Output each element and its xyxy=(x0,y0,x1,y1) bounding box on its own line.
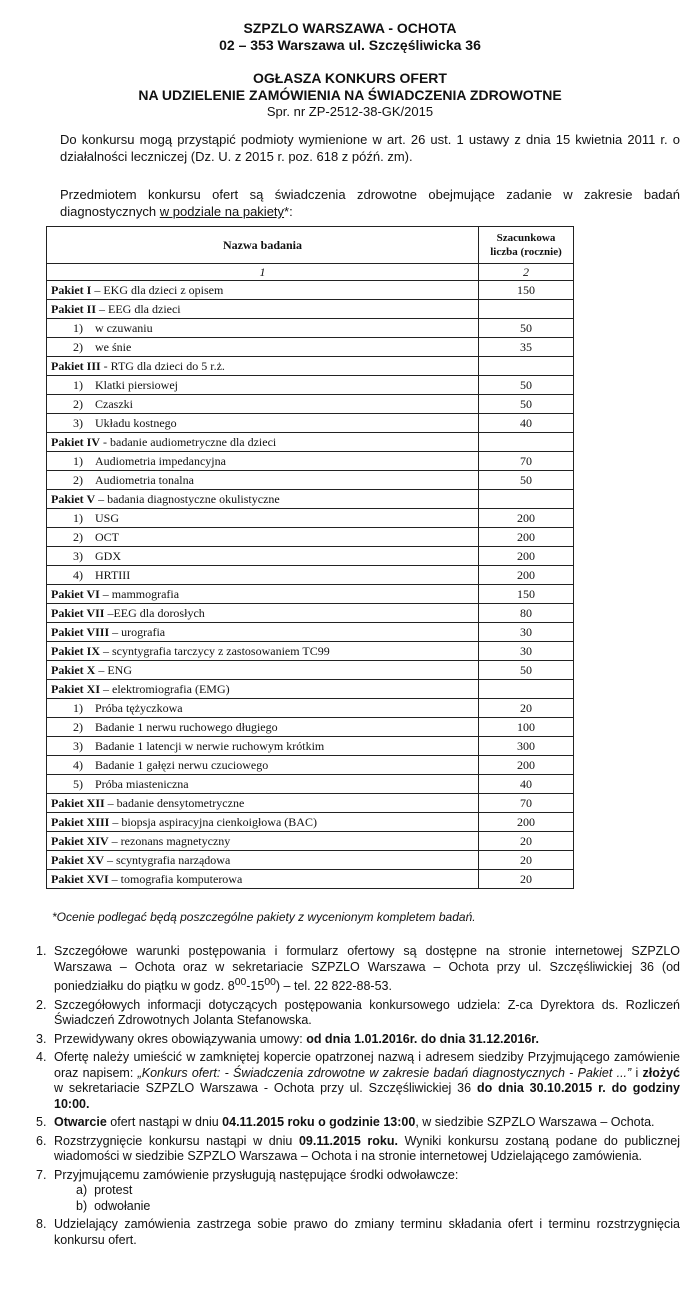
table-row xyxy=(47,642,574,661)
intro-2-text: Przedmiotem konkursu ofert są świadczenia zdrowotne obejmujące zadanie w zakresie badań diagnostycznych xyxy=(60,187,680,219)
exam-name-cell xyxy=(47,680,479,699)
exam-name-cell xyxy=(47,813,479,832)
list-item xyxy=(30,944,680,995)
sub-list-letter: b) xyxy=(76,1198,88,1213)
list-text: i xyxy=(631,1065,643,1080)
estimated-count-cell: 200 xyxy=(479,813,574,832)
package-label: Pakiet IX xyxy=(51,644,100,658)
table-row xyxy=(47,414,574,433)
exam-name: w czuwaniu xyxy=(95,321,153,335)
estimated-count-cell xyxy=(479,490,574,509)
exam-name-cell xyxy=(47,661,479,680)
exam-name-cell xyxy=(47,414,479,433)
exam-name: Audiometria tonalna xyxy=(95,473,194,487)
exam-name: – urografia xyxy=(109,625,166,639)
exam-name-cell xyxy=(47,528,479,547)
estimated-count-cell: 100 xyxy=(479,718,574,737)
list-text: Ofertę należy umieścić w zamkniętej kopercie opatrzonej nazwą i adresem siedziby Przyjmującego zamówienie oraz napisem: xyxy=(54,1050,680,1080)
table-row xyxy=(47,870,574,889)
exam-name: HRTIII xyxy=(95,568,131,582)
exam-name-cell xyxy=(47,547,479,566)
exam-name: we śnie xyxy=(95,340,132,354)
column-index-2: 2 xyxy=(479,264,574,281)
exam-name: – EEG dla dzieci xyxy=(96,302,181,316)
exam-name-cell xyxy=(47,585,479,604)
package-label: Pakiet IV xyxy=(51,435,100,449)
estimated-count-cell: 50 xyxy=(479,376,574,395)
exam-name-cell xyxy=(47,471,479,490)
estimated-count-cell: 200 xyxy=(479,509,574,528)
estimated-count-cell: 50 xyxy=(479,395,574,414)
estimated-count-cell xyxy=(479,680,574,699)
intro-2-asterisk: *: xyxy=(284,204,293,219)
table-row xyxy=(47,661,574,680)
list-text: Rozstrzygnięcie konkursu nastąpi w dniu xyxy=(54,1133,299,1148)
list-item xyxy=(30,1168,680,1215)
list-number: 3. xyxy=(36,1031,47,1046)
exam-name: Badanie 1 gałęzi nerwu czuciowego xyxy=(95,758,269,772)
estimated-count-cell: 70 xyxy=(479,452,574,471)
table-row xyxy=(47,376,574,395)
package-label: Pakiet X xyxy=(51,663,96,677)
estimated-count-cell xyxy=(479,300,574,319)
org-name: SZPZLO WARSZAWA - OCHOTA xyxy=(243,20,457,36)
table-row xyxy=(47,509,574,528)
exam-name: GDX xyxy=(95,549,121,563)
estimated-count-cell xyxy=(479,357,574,376)
list-item xyxy=(30,1032,680,1048)
list-text-bold: od dnia 1.01.2016r. do dnia 31.12.2016r. xyxy=(306,1031,539,1046)
estimated-count-cell: 70 xyxy=(479,794,574,813)
estimated-count-cell: 30 xyxy=(479,623,574,642)
list-text-bold: Otwarcie xyxy=(54,1115,107,1130)
sub-item-number: 4) xyxy=(73,758,83,772)
estimated-count-cell: 150 xyxy=(479,585,574,604)
estimated-count-cell: 50 xyxy=(479,661,574,680)
table-row xyxy=(47,395,574,414)
table-row xyxy=(47,585,574,604)
sub-list-item xyxy=(54,1183,680,1199)
intro-paragraph-1: Do konkursu mogą przystąpić podmioty wymienione w art. 26 ust. 1 ustawy z dnia 15 kwietnia 2011 r. o działalności leczniczej (Dz. U. z 2015 r. poz. 618 z późń. zm). xyxy=(60,132,680,164)
exam-name-cell xyxy=(47,433,479,452)
sub-item-number: 2) xyxy=(73,473,83,487)
superscript: 00 xyxy=(234,977,247,988)
column-header-name: Nazwa badania xyxy=(47,227,479,264)
list-text: Przewidywany okres obowiązywania umowy: xyxy=(54,1031,307,1046)
exam-name: Układu kostnego xyxy=(95,416,177,430)
list-text: -15 xyxy=(246,979,265,994)
estimated-count-cell: 20 xyxy=(479,699,574,718)
exam-name: Badanie 1 latencji w nerwie ruchowym krótkim xyxy=(95,739,325,753)
list-text-bold: złożyć xyxy=(642,1065,681,1080)
estimated-count-cell: 300 xyxy=(479,737,574,756)
sub-item-number: 1) xyxy=(73,321,83,335)
sub-item-number: 2) xyxy=(73,720,83,734)
package-label: Pakiet XI xyxy=(51,682,100,696)
list-item xyxy=(30,1050,680,1112)
estimated-count-cell: 20 xyxy=(479,870,574,889)
sub-item-number: 3) xyxy=(73,739,83,753)
estimated-count-cell: 150 xyxy=(479,281,574,300)
column-header-count: Szacunkowa liczba (rocznie) xyxy=(479,227,574,264)
sub-list-text: protest xyxy=(94,1183,133,1198)
exam-name-cell xyxy=(47,794,479,813)
list-number: 8. xyxy=(36,1217,47,1232)
exam-name-cell xyxy=(47,699,479,718)
exam-name-cell xyxy=(47,623,479,642)
exam-name: – badania diagnostyczne okulistyczne xyxy=(95,492,280,506)
exam-name: – ENG xyxy=(95,663,132,677)
exam-name-cell xyxy=(47,718,479,737)
table-row xyxy=(47,319,574,338)
footnote: *Ocenie podlegać będą poszczególne pakiety z wycenionym kompletem badań. xyxy=(52,910,476,924)
exam-name: Próba miasteniczna xyxy=(95,777,189,791)
exams-table xyxy=(46,226,574,889)
table-row xyxy=(47,566,574,585)
terms-list xyxy=(30,944,680,1251)
exam-name-cell xyxy=(47,395,479,414)
exam-name-cell xyxy=(47,338,479,357)
announcement-line-2: NA UDZIELENIE ZAMÓWIENIA NA ŚWIADCZENIA ZDROWOTNE xyxy=(138,87,562,103)
estimated-count-cell xyxy=(479,433,574,452)
table-row xyxy=(47,851,574,870)
exam-name-cell xyxy=(47,566,479,585)
header-block xyxy=(0,20,700,54)
table-body xyxy=(47,281,574,889)
exam-name: – scyntygrafia narządowa xyxy=(104,853,231,867)
list-text: Szczegółowych informacji dotyczących postępowania konkursowego udziela: Z-ca Dyrektora ds. Rozliczeń Świadczeń Zdrowotnych Jolanta Stefanowska. xyxy=(54,997,680,1028)
table-row xyxy=(47,699,574,718)
superscript: 00 xyxy=(264,977,276,988)
exam-name: Czaszki xyxy=(95,397,133,411)
announcement-title xyxy=(0,70,700,104)
package-label: Pakiet XIII xyxy=(51,815,110,829)
sub-item-number: 1) xyxy=(73,701,83,715)
intro-2-underlined: w podziale na pakiety xyxy=(159,204,285,219)
estimated-count-cell: 50 xyxy=(479,471,574,490)
exam-name: – EKG dla dzieci z opisem xyxy=(91,283,224,297)
exam-name: Klatki piersiowej xyxy=(95,378,178,392)
sub-item-number: 3) xyxy=(73,549,83,563)
table-row xyxy=(47,547,574,566)
estimated-count-cell: 40 xyxy=(479,775,574,794)
list-item xyxy=(30,1217,680,1248)
table-row xyxy=(47,471,574,490)
package-label: Pakiet I xyxy=(51,283,92,297)
exam-name-cell xyxy=(47,832,479,851)
table-row xyxy=(47,490,574,509)
sub-item-number: 1) xyxy=(73,511,83,525)
package-label: Pakiet XVI xyxy=(51,872,109,886)
announcement-line-1: OGŁASZA KONKURS OFERT xyxy=(253,70,447,86)
table-row xyxy=(47,794,574,813)
list-text: w sekretariacie SZPZLO Warszawa - Ochota przy ul. Szczęśliwickiej 36 xyxy=(54,1081,477,1096)
exam-name-cell xyxy=(47,851,479,870)
estimated-count-cell: 20 xyxy=(479,832,574,851)
exam-name-cell xyxy=(47,281,479,300)
table-row xyxy=(47,433,574,452)
table-row xyxy=(47,338,574,357)
sub-list-text: odwołanie xyxy=(94,1198,151,1213)
list-number: 7. xyxy=(36,1167,47,1182)
table-row xyxy=(47,604,574,623)
package-label: Pakiet VII xyxy=(51,606,105,620)
package-label: Pakiet VIII xyxy=(51,625,110,639)
list-text-bold: 04.11.2015 roku o godzinie 13:00 xyxy=(222,1115,416,1130)
estimated-count-cell: 200 xyxy=(479,547,574,566)
table-row xyxy=(47,832,574,851)
exam-name: – rezonans magnetyczny xyxy=(108,834,231,848)
estimated-count-cell: 40 xyxy=(479,414,574,433)
sub-item-number: 3) xyxy=(73,416,83,430)
table-row xyxy=(47,452,574,471)
package-label: Pakiet XII xyxy=(51,796,105,810)
package-label: Pakiet III xyxy=(51,359,101,373)
table-row xyxy=(47,357,574,376)
table-row xyxy=(47,281,574,300)
exam-name-cell xyxy=(47,870,479,889)
exam-name: Audiometria impedancyjna xyxy=(95,454,226,468)
table-row xyxy=(47,528,574,547)
table-row xyxy=(47,813,574,832)
sub-item-number: 5) xyxy=(73,777,83,791)
sub-item-number: 1) xyxy=(73,378,83,392)
exam-name-cell xyxy=(47,490,479,509)
exam-name: - RTG dla dzieci do 5 r.ż. xyxy=(100,359,225,373)
list-number: 5. xyxy=(36,1115,47,1130)
case-number: Spr. nr ZP-2512-38-GK/2015 xyxy=(266,104,434,119)
table-row xyxy=(47,737,574,756)
exam-name: – mammografia xyxy=(99,587,180,601)
list-item xyxy=(30,998,680,1029)
column-index-1: 1 xyxy=(47,264,479,281)
sub-item-number: 4) xyxy=(73,568,83,582)
list-text: Wyniki konkursu zostaną podane do publicznej wiadomości w siedzibie SZPZLO Warszawa – Ochota i na stronie internetowej Udzielającego zamówienia. xyxy=(54,1133,681,1164)
sub-item-number: 2) xyxy=(73,340,83,354)
list-text-bold: 09.11.2015 roku. xyxy=(298,1133,398,1148)
estimated-count-cell: 30 xyxy=(479,642,574,661)
exam-name: – elektromiografia (EMG) xyxy=(100,682,230,696)
table-header-row xyxy=(47,227,574,264)
exam-name: OCT xyxy=(95,530,119,544)
list-text-bold: do dnia 30.10.2015 r. do godziny 10:00. xyxy=(54,1081,680,1111)
estimated-count-cell: 20 xyxy=(479,851,574,870)
sub-list-letter: a) xyxy=(76,1183,88,1198)
intro-paragraph-2 xyxy=(60,186,680,220)
package-label: Pakiet XIV xyxy=(51,834,109,848)
package-label: Pakiet XV xyxy=(51,853,104,867)
exam-name: USG xyxy=(95,511,120,525)
exam-name: – scyntygrafia tarczycy z zastosowaniem TC99 xyxy=(100,644,330,658)
estimated-count-cell: 80 xyxy=(479,604,574,623)
exam-name-cell xyxy=(47,737,479,756)
sub-item-number: 2) xyxy=(73,397,83,411)
exam-name-cell xyxy=(47,509,479,528)
estimated-count-cell: 200 xyxy=(479,756,574,775)
list-item xyxy=(30,1115,680,1131)
exam-name: Próba tężyczkowa xyxy=(95,701,183,715)
list-number: 4. xyxy=(36,1050,47,1065)
table-row xyxy=(47,718,574,737)
table-row xyxy=(47,775,574,794)
exam-name-cell xyxy=(47,604,479,623)
exam-name: – badanie densytometryczne xyxy=(104,796,245,810)
list-number: 2. xyxy=(36,997,47,1012)
list-text: ) – tel. 22 822-88-53. xyxy=(275,979,392,994)
list-text: Przyjmującemu zamówienie przysługują następujące środki odwoławcze: xyxy=(54,1167,459,1182)
list-item xyxy=(30,1134,680,1165)
list-text: Szczegółowe warunki postępowania i formularz ofertowy są dostępne na stronie internetowej SZPZLO Warszawa – Ochota oraz w sekretariacie SZPZLO Warszawa – Ochota przy ul. Szczęśliwickiej 36 (od poniedziałku do piątku w godz. 8 xyxy=(54,944,680,994)
table-index-row xyxy=(47,264,574,281)
package-label: Pakiet II xyxy=(51,302,96,316)
estimated-count-cell: 35 xyxy=(479,338,574,357)
list-number: 1. xyxy=(36,944,47,958)
list-text-italic: „Konkurs ofert: - Świadczenia zdrowotne w zakresie badań diagnostycznych - Pakiet ...” xyxy=(137,1065,632,1080)
exam-name: – biopsja aspiracyjna cienkoigłowa (BAC) xyxy=(109,815,317,829)
org-address: 02 – 353 Warszawa ul. Szczęśliwicka 36 xyxy=(219,37,481,53)
estimated-count-cell: 200 xyxy=(479,528,574,547)
exam-name: Badanie 1 nerwu ruchowego długiego xyxy=(95,720,278,734)
list-text: Udzielający zamówienia zastrzega sobie prawo do zmiany terminu składania ofert i terminu rozstrzygnięcia konkursu ofert. xyxy=(54,1217,680,1247)
estimated-count-cell: 200 xyxy=(479,566,574,585)
table-row xyxy=(47,680,574,699)
exam-name-cell xyxy=(47,775,479,794)
sub-item-number: 1) xyxy=(73,454,83,468)
list-text: , w siedzibie SZPZLO Warszawa – Ochota. xyxy=(415,1115,655,1130)
exam-name: – tomografia komputerowa xyxy=(108,872,243,886)
exam-name-cell xyxy=(47,319,479,338)
estimated-count-cell: 50 xyxy=(479,319,574,338)
exam-name-cell xyxy=(47,357,479,376)
exam-name-cell xyxy=(47,642,479,661)
sub-list-item xyxy=(54,1199,680,1215)
table-row xyxy=(47,756,574,775)
exam-name-cell xyxy=(47,756,479,775)
exam-name-cell xyxy=(47,452,479,471)
exam-name-cell xyxy=(47,300,479,319)
exam-name: –EEG dla dorosłych xyxy=(104,606,205,620)
table-row xyxy=(47,300,574,319)
exam-name: - badanie audiometryczne dla dzieci xyxy=(100,435,277,449)
table-row xyxy=(47,623,574,642)
package-label: Pakiet V xyxy=(51,492,96,506)
package-label: Pakiet VI xyxy=(51,587,100,601)
list-number: 6. xyxy=(36,1133,47,1148)
list-text: ofert nastąpi w dniu xyxy=(106,1115,223,1130)
sub-item-number: 2) xyxy=(73,530,83,544)
exam-name-cell xyxy=(47,376,479,395)
